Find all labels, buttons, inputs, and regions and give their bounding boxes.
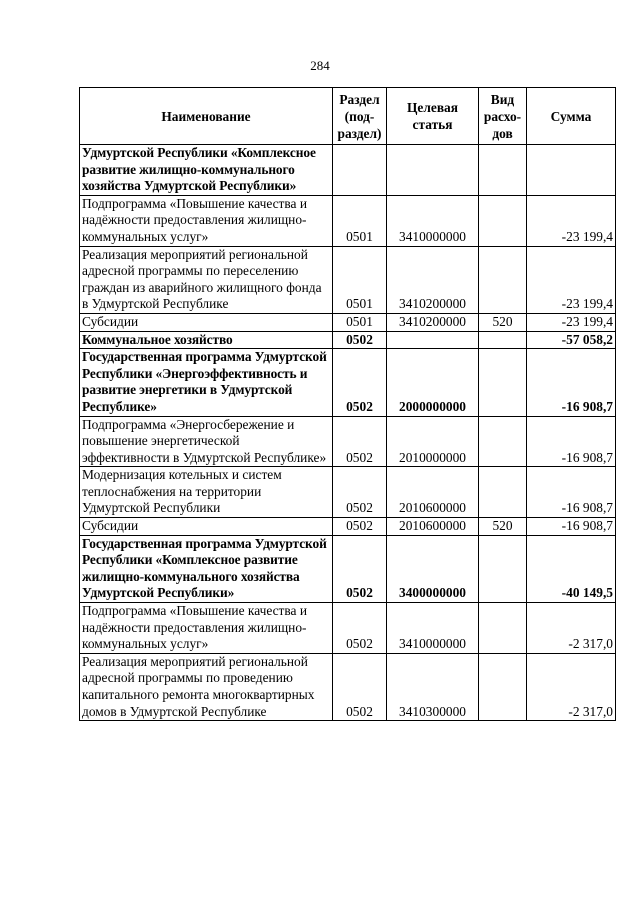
cell-section: 0501 [333, 195, 387, 246]
cell-name: Подпрограмма «Повышение качества и надёжности предоставления жилищно-коммунальных услуг» [80, 195, 333, 246]
table-row [80, 195, 616, 246]
cell-section: 0502 [333, 653, 387, 720]
table-row [80, 331, 616, 349]
cell-target: 3410200000 [387, 313, 479, 331]
cell-target [387, 145, 479, 196]
table-row [80, 145, 616, 196]
cell-name: Коммунальное хозяйство [80, 331, 333, 349]
cell-name: Реализация мероприятий региональной адресной программы по проведению капитального ремонта многоквартирных домов в Удмуртской Республике [80, 653, 333, 720]
table-row [80, 518, 616, 536]
cell-target [387, 331, 479, 349]
cell-section: 0502 [333, 535, 387, 602]
cell-name: Субсидии [80, 313, 333, 331]
cell-target: 3410000000 [387, 195, 479, 246]
cell-sum: -16 908,7 [527, 467, 616, 518]
cell-target: 3410300000 [387, 653, 479, 720]
cell-section: 0502 [333, 416, 387, 467]
header-section: Раздел (под-раздел) [333, 88, 387, 145]
cell-name: Субсидии [80, 518, 333, 536]
cell-kind [479, 145, 527, 196]
table-row [80, 349, 616, 416]
header-sum: Сумма [527, 88, 616, 145]
table-body [80, 145, 616, 721]
header-name: Наименование [80, 88, 333, 145]
cell-sum [527, 145, 616, 196]
cell-target: 2010600000 [387, 467, 479, 518]
cell-section: 0502 [333, 331, 387, 349]
cell-kind [479, 653, 527, 720]
cell-sum: -2 317,0 [527, 603, 616, 654]
cell-sum: -2 317,0 [527, 653, 616, 720]
cell-sum: -40 149,5 [527, 535, 616, 602]
cell-kind [479, 467, 527, 518]
table-row [80, 467, 616, 518]
table-header-row [80, 88, 616, 145]
cell-kind: 520 [479, 313, 527, 331]
table-row [80, 535, 616, 602]
cell-name: Подпрограмма «Повышение качества и надёжности предоставления жилищно-коммунальных услуг» [80, 603, 333, 654]
cell-sum: -23 199,4 [527, 195, 616, 246]
budget-table [79, 87, 616, 721]
table-row [80, 313, 616, 331]
table-row [80, 603, 616, 654]
cell-target: 2010000000 [387, 416, 479, 467]
cell-sum: -23 199,4 [527, 246, 616, 313]
cell-kind [479, 349, 527, 416]
cell-section: 0502 [333, 603, 387, 654]
cell-name: Модернизация котельных и систем теплоснабжения на территории Удмуртской Республики [80, 467, 333, 518]
cell-name: Удмуртской Республики «Комплексное развитие жилищно-коммунального хозяйства Удмуртской Республики» [80, 145, 333, 196]
cell-sum: -16 908,7 [527, 349, 616, 416]
cell-kind [479, 416, 527, 467]
table-row [80, 416, 616, 467]
cell-target: 2010600000 [387, 518, 479, 536]
cell-kind [479, 195, 527, 246]
header-kind: Вид расхо-дов [479, 88, 527, 145]
cell-sum: -57 058,2 [527, 331, 616, 349]
cell-target: 2000000000 [387, 349, 479, 416]
cell-name: Подпрограмма «Энергосбережение и повышение энергетической эффективности в Удмуртской Республике» [80, 416, 333, 467]
cell-sum: -23 199,4 [527, 313, 616, 331]
header-target: Целевая статья [387, 88, 479, 145]
cell-section: 0502 [333, 518, 387, 536]
cell-sum: -16 908,7 [527, 416, 616, 467]
cell-kind [479, 535, 527, 602]
cell-kind: 520 [479, 518, 527, 536]
table-row [80, 653, 616, 720]
cell-section: 0502 [333, 349, 387, 416]
cell-name: Государственная программа Удмуртской Республики «Комплексное развитие жилищно-коммунального хозяйства Удмуртской Республики» [80, 535, 333, 602]
page-number: 284 [310, 58, 330, 73]
cell-name: Реализация мероприятий региональной адресной программы по переселению граждан из аварийного жилищного фонда в Удмуртской Республике [80, 246, 333, 313]
cell-section: 0501 [333, 246, 387, 313]
cell-name: Государственная программа Удмуртской Республики «Энергоэффективность и развитие энергетики в Удмуртской Республике» [80, 349, 333, 416]
cell-kind [479, 246, 527, 313]
cell-section: 0501 [333, 313, 387, 331]
cell-kind [479, 331, 527, 349]
table-row [80, 246, 616, 313]
cell-target: 3410200000 [387, 246, 479, 313]
cell-section: 0502 [333, 467, 387, 518]
cell-target: 3410000000 [387, 603, 479, 654]
cell-sum: -16 908,7 [527, 518, 616, 536]
cell-kind [479, 603, 527, 654]
cell-section [333, 145, 387, 196]
cell-target: 3400000000 [387, 535, 479, 602]
